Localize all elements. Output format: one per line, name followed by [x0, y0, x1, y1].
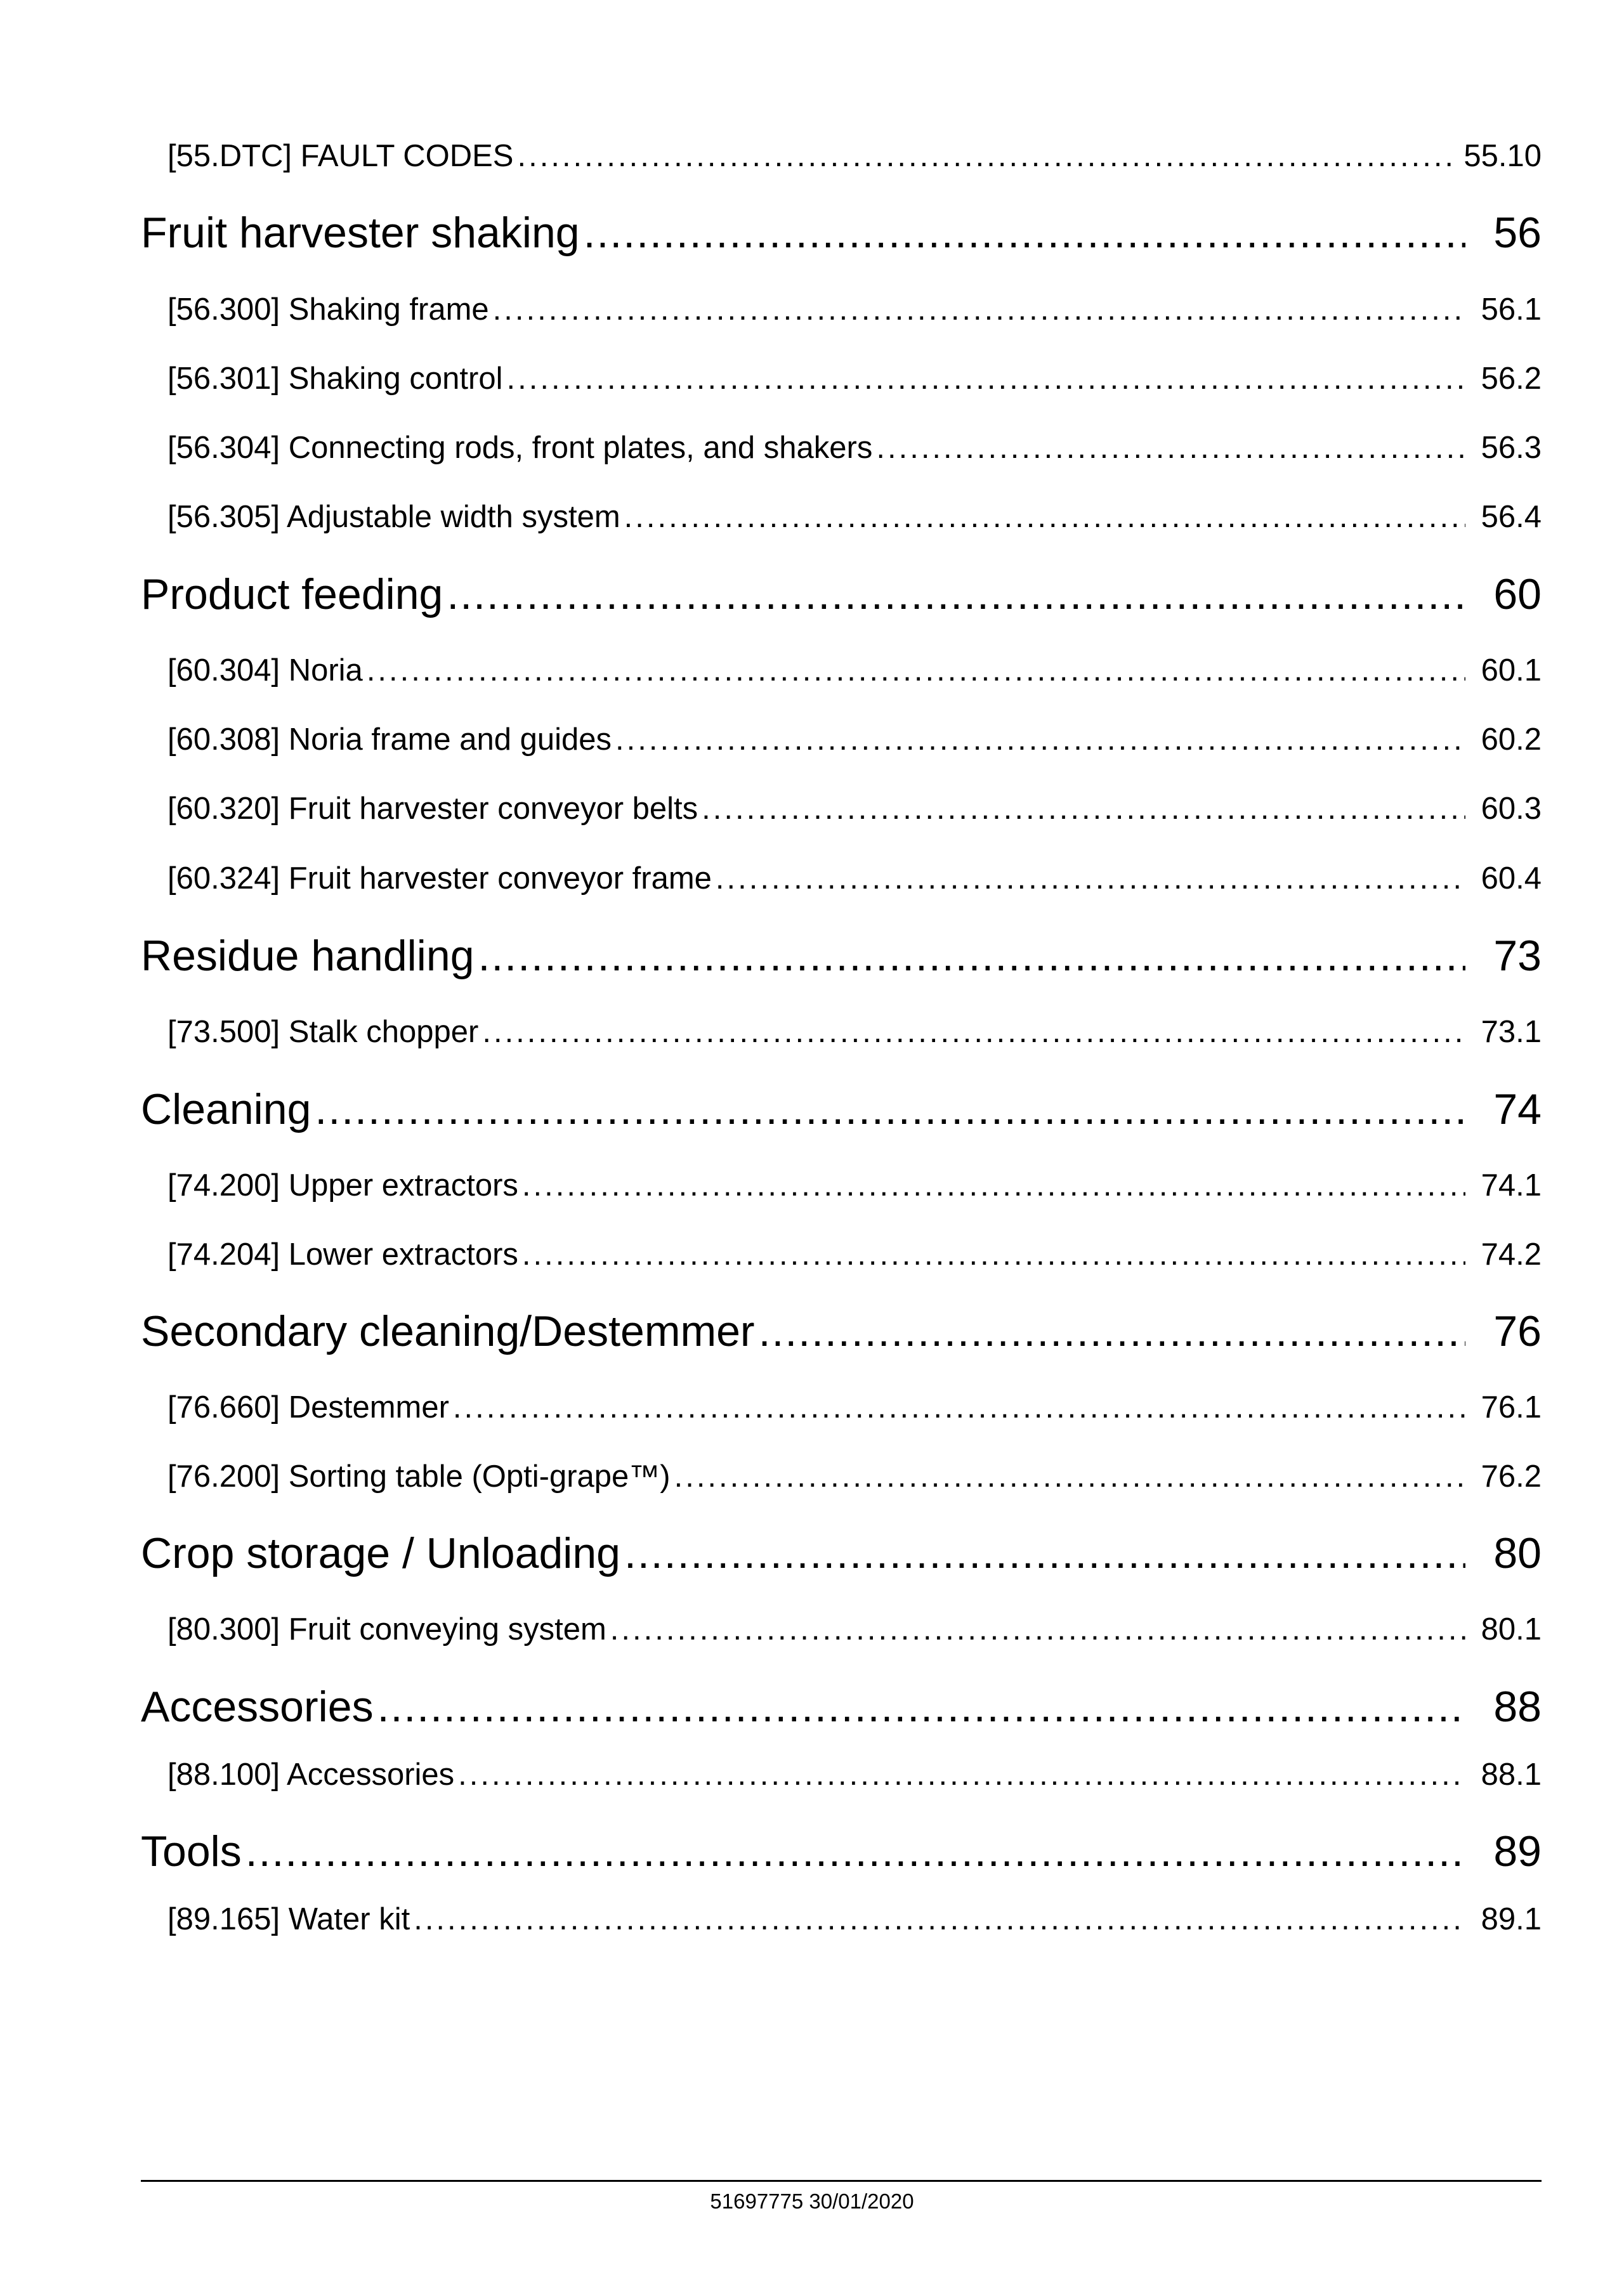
toc-entry-page: 76.2 [1481, 1459, 1542, 1494]
dot-leader [493, 292, 1465, 327]
dot-leader [615, 722, 1465, 757]
toc-section[interactable] [141, 1682, 1542, 1735]
toc-section[interactable] [141, 570, 1542, 623]
toc-entry[interactable] [167, 430, 1542, 469]
toc-entry[interactable] [167, 1612, 1542, 1651]
dot-leader [624, 1529, 1465, 1578]
toc-entry-page: 74.2 [1481, 1237, 1542, 1272]
toc-section[interactable] [141, 208, 1542, 261]
toc-section[interactable] [141, 1085, 1542, 1138]
dot-leader [522, 1237, 1465, 1272]
toc-entry-label: [60.320] Fruit harvester conveyor belts [167, 792, 698, 826]
toc-entry-label: [56.304] Connecting rods, front plates, and shakers [167, 431, 873, 465]
dot-leader [674, 1459, 1465, 1494]
dot-leader [506, 361, 1465, 396]
toc-entry[interactable] [167, 499, 1542, 538]
toc-entry[interactable] [167, 653, 1542, 692]
toc-entry[interactable] [167, 361, 1542, 400]
toc-entry-page: 56.2 [1481, 362, 1542, 396]
dot-leader [876, 430, 1465, 466]
toc-entry-page: 60.4 [1481, 861, 1542, 896]
footer-divider [141, 2180, 1542, 2182]
toc-entry[interactable] [167, 1237, 1542, 1276]
toc-entry-label: [88.100] Accessories [167, 1758, 455, 1792]
dot-leader [759, 1307, 1465, 1356]
toc-entry-page: 89.1 [1481, 1902, 1542, 1936]
toc-entry-label: [56.305] Adjustable width system [167, 500, 620, 534]
dot-leader [414, 1901, 1465, 1937]
dot-leader [584, 208, 1465, 258]
toc-entry-page: 55.10 [1464, 139, 1542, 173]
toc-section-label: Secondary cleaning/Destemmer [141, 1307, 755, 1355]
dot-leader [522, 1168, 1465, 1203]
toc-section-page: 60 [1493, 570, 1542, 618]
toc-entry-page: 80.1 [1481, 1612, 1542, 1647]
toc-entry-label: [74.200] Upper extractors [167, 1168, 518, 1203]
dot-leader [458, 1757, 1465, 1792]
toc-entry-page: 56.4 [1481, 500, 1542, 534]
toc-section-page: 80 [1493, 1529, 1542, 1577]
dot-leader [610, 1612, 1465, 1647]
toc-entry-label: [56.301] Shaking control [167, 362, 503, 396]
toc-entry-page: 60.1 [1481, 653, 1542, 688]
toc-entry-label: [56.300] Shaking frame [167, 292, 489, 327]
dot-leader [377, 1682, 1465, 1732]
toc-entry-label: [60.324] Fruit harvester conveyor frame [167, 861, 712, 896]
toc-entry-label: [60.308] Noria frame and guides [167, 722, 612, 757]
toc-section[interactable] [141, 1529, 1542, 1582]
toc-entry[interactable] [167, 1757, 1542, 1796]
toc-entry-label: [55.DTC] FAULT CODES [167, 139, 514, 173]
toc-entry-label: [89.165] Water kit [167, 1902, 410, 1936]
toc-section-label: Tools [141, 1827, 242, 1875]
toc-section[interactable] [141, 1307, 1542, 1360]
toc-entry[interactable] [167, 861, 1542, 900]
toc-section-page: 88 [1493, 1683, 1542, 1731]
toc-entry[interactable] [167, 138, 1542, 178]
dot-leader [315, 1085, 1465, 1134]
toc-entry[interactable] [167, 1014, 1542, 1053]
toc-entry-page: 56.1 [1481, 292, 1542, 327]
toc-entry[interactable] [167, 791, 1542, 830]
toc-section-label: Crop storage / Unloading [141, 1529, 621, 1577]
toc-entry-label: [60.304] Noria [167, 653, 363, 688]
toc-entry-page: 73.1 [1481, 1015, 1542, 1049]
toc-section-page: 76 [1493, 1307, 1542, 1355]
dot-leader [517, 138, 1457, 174]
toc-entry-label: [73.500] Stalk chopper [167, 1015, 479, 1049]
toc-section-label: Accessories [141, 1683, 374, 1731]
dot-leader [478, 931, 1465, 981]
dot-leader [367, 653, 1465, 688]
toc-entry[interactable] [167, 722, 1542, 761]
footer-document-id: 51697775 30/01/2020 [710, 2189, 914, 2213]
toc-section-label: Cleaning [141, 1085, 311, 1133]
toc-section[interactable] [141, 1827, 1542, 1880]
toc-entry[interactable] [167, 1901, 1542, 1941]
toc-section-page: 73 [1493, 932, 1542, 980]
toc-section-page: 56 [1493, 209, 1542, 257]
toc-section-label: Product feeding [141, 570, 443, 618]
dot-leader [716, 861, 1465, 896]
toc-entry-page: 74.1 [1481, 1168, 1542, 1203]
toc-section-page: 89 [1493, 1827, 1542, 1875]
toc-entry-page: 76.1 [1481, 1390, 1542, 1425]
dot-leader [624, 499, 1465, 535]
toc-entry-page: 88.1 [1481, 1758, 1542, 1792]
toc-section-label: Residue handling [141, 932, 475, 980]
toc-section[interactable] [141, 931, 1542, 984]
dot-leader [246, 1827, 1465, 1876]
toc-entry-label: [76.200] Sorting table (Opti-grape™) [167, 1459, 671, 1494]
toc-entry-label: [80.300] Fruit conveying system [167, 1612, 606, 1647]
dot-leader [702, 791, 1465, 826]
toc-entry[interactable] [167, 292, 1542, 331]
dot-leader [447, 570, 1465, 619]
toc-entry-label: [76.660] Destemmer [167, 1390, 449, 1425]
toc-entry[interactable] [167, 1390, 1542, 1429]
toc-section-page: 74 [1493, 1085, 1542, 1133]
toc-entry-page: 60.3 [1481, 792, 1542, 826]
dot-leader [482, 1014, 1465, 1050]
dot-leader [453, 1390, 1465, 1425]
toc-section-label: Fruit harvester shaking [141, 209, 580, 257]
toc-entry[interactable] [167, 1168, 1542, 1207]
toc-entry[interactable] [167, 1459, 1542, 1498]
toc-entry-page: 56.3 [1481, 431, 1542, 465]
toc-entry-page: 60.2 [1481, 722, 1542, 757]
toc-entry-label: [74.204] Lower extractors [167, 1237, 518, 1272]
